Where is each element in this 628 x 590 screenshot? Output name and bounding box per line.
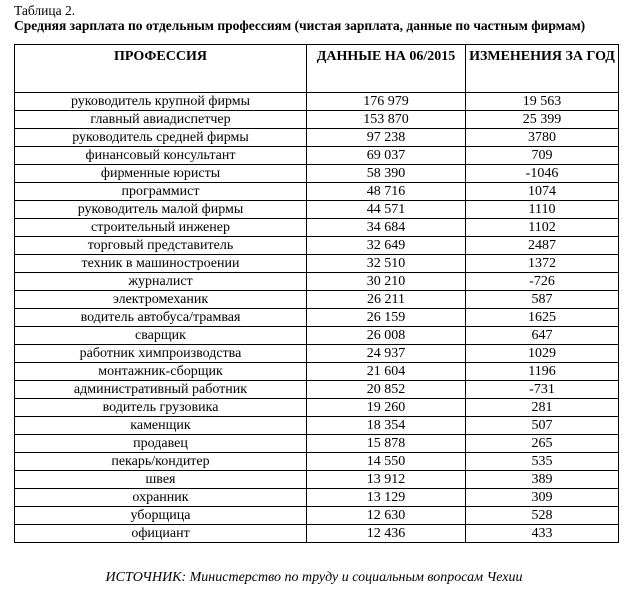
profession-cell: руководитель средней фирмы: [15, 129, 307, 147]
change-cell: 709: [466, 147, 619, 165]
source-note: ИСТОЧНИК: Министерство по труду и социальным вопросам Чехии: [105, 570, 523, 585]
table-header-row: [15, 45, 619, 93]
salary-cell: 97 238: [307, 129, 466, 147]
table-row: [15, 507, 619, 525]
change-cell: 309: [466, 489, 619, 507]
salary-cell: 26 211: [307, 291, 466, 309]
salary-cell: 44 571: [307, 201, 466, 219]
profession-cell: главный авиадиспетчер: [15, 111, 307, 129]
table-row: [15, 345, 619, 363]
change-cell: 1625: [466, 309, 619, 327]
profession-cell: административный работник: [15, 381, 307, 399]
change-cell: -1046: [466, 165, 619, 183]
table-caption: Таблица 2.: [14, 3, 76, 18]
change-cell: 1196: [466, 363, 619, 381]
table-row: [15, 129, 619, 147]
change-cell: 281: [466, 399, 619, 417]
table-row: [15, 111, 619, 129]
table-title: Средняя зарплата по отдельным профессиям (чистая зарплата, данные по частным фирмам): [14, 18, 586, 33]
table-row: [15, 309, 619, 327]
profession-cell: строительный инженер: [15, 219, 307, 237]
salary-cell: 12 630: [307, 507, 466, 525]
profession-cell: охранник: [15, 489, 307, 507]
profession-cell: водитель автобуса/трамвая: [15, 309, 307, 327]
salary-cell: 20 852: [307, 381, 466, 399]
table-row: [15, 255, 619, 273]
profession-cell: руководитель крупной фирмы: [15, 93, 307, 111]
profession-cell: работник химпроизводства: [15, 345, 307, 363]
profession-cell: торговый представитель: [15, 237, 307, 255]
change-cell: 528: [466, 507, 619, 525]
profession-cell: финансовый консультант: [15, 147, 307, 165]
change-cell: 3780: [466, 129, 619, 147]
table-row: [15, 273, 619, 291]
profession-cell: официант: [15, 525, 307, 543]
table-row: [15, 237, 619, 255]
salary-cell: 24 937: [307, 345, 466, 363]
salary-cell: 13 129: [307, 489, 466, 507]
salary-cell: 69 037: [307, 147, 466, 165]
salary-cell: 12 436: [307, 525, 466, 543]
profession-cell: пекарь/кондитер: [15, 453, 307, 471]
table-row: [15, 291, 619, 309]
salary-cell: 21 604: [307, 363, 466, 381]
change-cell: 1074: [466, 183, 619, 201]
profession-cell: техник в машиностроении: [15, 255, 307, 273]
header-profession: ПРОФЕССИЯ: [15, 45, 307, 93]
salary-cell: 15 878: [307, 435, 466, 453]
profession-cell: руководитель малой фирмы: [15, 201, 307, 219]
salary-cell: 153 870: [307, 111, 466, 129]
header-data-06-2015: ДАННЫЕ НА 06/2015: [307, 45, 466, 93]
profession-cell: монтажник-сборщик: [15, 363, 307, 381]
table-row: [15, 525, 619, 543]
change-cell: -731: [466, 381, 619, 399]
change-cell: 535: [466, 453, 619, 471]
salary-cell: 13 912: [307, 471, 466, 489]
table-row: [15, 165, 619, 183]
table-row: [15, 489, 619, 507]
change-cell: 1372: [466, 255, 619, 273]
salary-cell: 26 008: [307, 327, 466, 345]
table-row: [15, 183, 619, 201]
change-cell: 647: [466, 327, 619, 345]
table-row: [15, 399, 619, 417]
profession-cell: программист: [15, 183, 307, 201]
profession-cell: каменщик: [15, 417, 307, 435]
table-row: [15, 471, 619, 489]
table-row: [15, 201, 619, 219]
profession-cell: сварщик: [15, 327, 307, 345]
salary-table: [14, 44, 619, 543]
salary-cell: 176 979: [307, 93, 466, 111]
salary-cell: 26 159: [307, 309, 466, 327]
change-cell: -726: [466, 273, 619, 291]
salary-cell: 30 210: [307, 273, 466, 291]
salary-cell: 58 390: [307, 165, 466, 183]
profession-cell: электромеханик: [15, 291, 307, 309]
change-cell: 1110: [466, 201, 619, 219]
change-cell: 25 399: [466, 111, 619, 129]
profession-cell: водитель грузовика: [15, 399, 307, 417]
salary-cell: 14 550: [307, 453, 466, 471]
profession-cell: фирменные юристы: [15, 165, 307, 183]
salary-cell: 48 716: [307, 183, 466, 201]
table-row: [15, 453, 619, 471]
change-cell: 389: [466, 471, 619, 489]
salary-cell: 32 649: [307, 237, 466, 255]
change-cell: 19 563: [466, 93, 619, 111]
salary-cell: 34 684: [307, 219, 466, 237]
change-cell: 265: [466, 435, 619, 453]
profession-cell: швея: [15, 471, 307, 489]
table-row: [15, 219, 619, 237]
profession-cell: уборщица: [15, 507, 307, 525]
table-row: [15, 93, 619, 111]
table-row: [15, 147, 619, 165]
change-cell: 2487: [466, 237, 619, 255]
table-row: [15, 327, 619, 345]
salary-cell: 19 260: [307, 399, 466, 417]
change-cell: 587: [466, 291, 619, 309]
salary-cell: 32 510: [307, 255, 466, 273]
salary-cell: 18 354: [307, 417, 466, 435]
change-cell: 507: [466, 417, 619, 435]
header-change-year: ИЗМЕНЕНИЯ ЗА ГОД: [466, 45, 619, 93]
profession-cell: журналист: [15, 273, 307, 291]
change-cell: 1102: [466, 219, 619, 237]
profession-cell: продавец: [15, 435, 307, 453]
table-row: [15, 381, 619, 399]
change-cell: 433: [466, 525, 619, 543]
table-row: [15, 435, 619, 453]
change-cell: 1029: [466, 345, 619, 363]
table-row: [15, 417, 619, 435]
table-row: [15, 363, 619, 381]
